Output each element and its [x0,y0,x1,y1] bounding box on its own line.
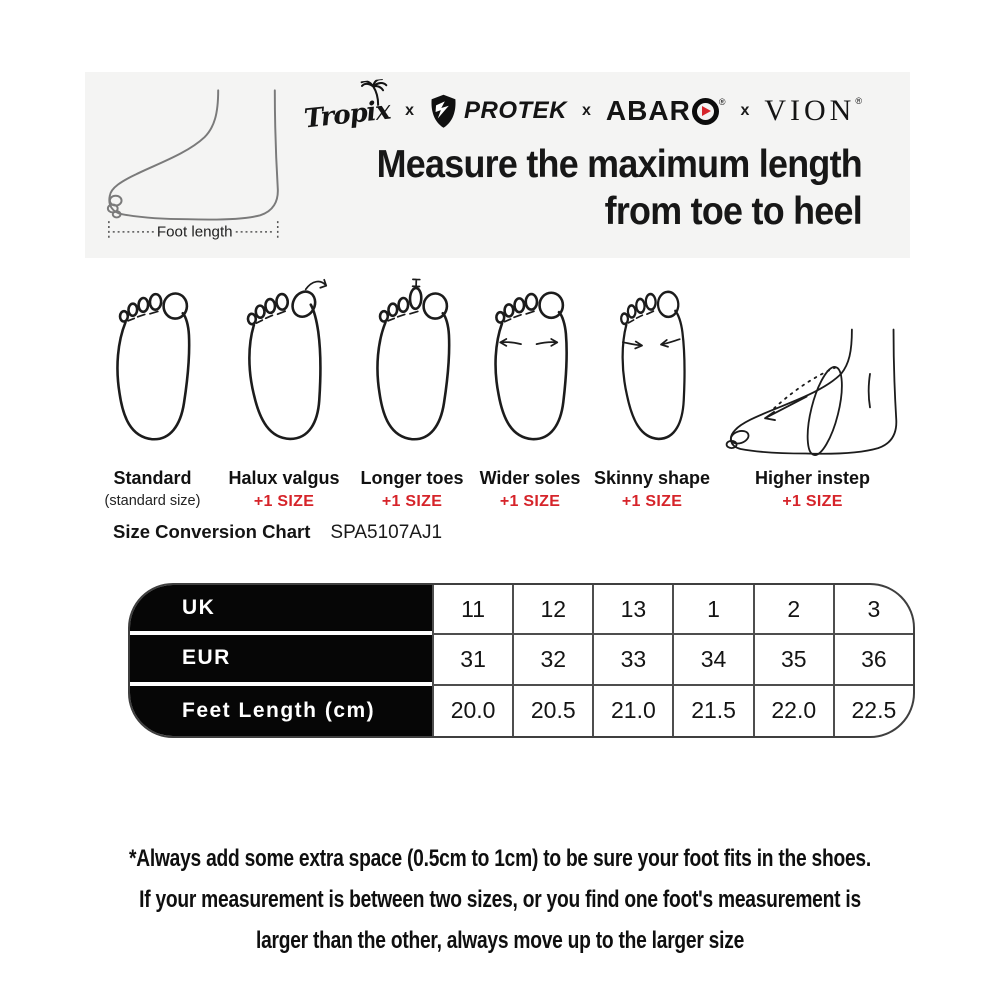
foot-type-label: Standard [113,468,192,488]
shield-icon [429,93,458,130]
foot-sole-longer-toes-icon [361,266,463,461]
table-cell: 21.5 [672,686,752,736]
foot-sole-halux-valgus-icon [232,266,337,463]
size-chart-heading [113,521,442,544]
size-up-note: +1 SIZE [621,493,683,510]
registered-mark: ® [718,97,726,107]
registered-mark: ® [855,96,862,106]
brand-vion-text: VION [764,94,856,127]
foot-type-label: Wider soles [479,468,581,488]
foot-type-wider-soles [471,268,589,511]
size-up-note: +1 SIZE [782,493,843,510]
headline-line2: from toe to heel [604,190,862,233]
size-chart-title: Size Conversion Chart [113,521,311,542]
foot-side-view-icon [103,84,308,246]
foot-type-standard [90,268,215,511]
palm-tree-icon [359,78,394,107]
size-up-note: +1 SIZE [381,493,443,510]
size-up-note: +1 SIZE [253,493,315,510]
foot-type-label: Higher instep [754,468,870,488]
brand-protek-logo [429,93,567,130]
foot-type-halux-valgus [215,268,353,511]
table-cell: 33 [592,635,672,685]
header-right [298,72,910,258]
foot-type-longer-toes [353,268,471,511]
table-cell: 31 [432,635,512,685]
play-triangle-icon [702,106,711,116]
brand-logos-row [298,84,862,138]
disclaimer-line: *Always add some extra space (0.5cm to 1cm) to be sure your foot fits in the shoes. [129,845,871,872]
table-cell: 3 [833,585,913,635]
foot-sole-skinny-shape-icon [600,266,705,463]
table-cell: 36 [833,635,913,685]
table-cell: 35 [753,635,833,685]
brand-abaro-text: ABAR [605,95,691,126]
table-cell: 20.0 [432,686,512,736]
table-cell: 20.5 [512,686,592,736]
measure-headline [343,141,862,235]
row-label-uk: UK [130,585,432,635]
foot-measure-art [85,72,298,258]
brand-tropix-logo [303,96,392,135]
brand-protek-text: PROTEK [464,97,568,124]
fit-disclaimer [100,838,900,961]
table-cell: 1 [672,585,752,635]
model-code: SPA5107AJ1 [330,522,443,543]
headline-line1: Measure the maximum length [376,143,862,186]
play-circle-icon [692,98,719,125]
brand-tropix-text: Tropix [302,95,392,135]
foot-shape-guide [90,268,910,511]
foot-type-higher-instep [715,268,910,511]
foot-length-label: Foot length [156,223,233,241]
row-label-feet-length: Feet Length (cm) [130,686,432,736]
foot-sole-standard-icon [102,266,204,461]
table-cell: 32 [512,635,592,685]
disclaimer-line: If your measurement is between two sizes, or you find one foot's measurement is [139,886,861,913]
collab-x-separator: x [740,102,750,119]
size-conversion-table [128,583,915,738]
table-cell: 11 [432,585,512,635]
foot-instep-side-icon [718,324,908,460]
measure-instruction-panel [85,72,910,258]
collab-x-separator: x [582,102,591,119]
foot-type-label: Halux valgus [228,468,340,488]
collab-x-separator: x [405,102,414,119]
brand-abaro-logo [606,95,726,127]
foot-type-label: Longer toes [360,468,464,488]
foot-type-skinny-shape [589,268,715,511]
foot-type-label: Skinny shape [593,468,711,488]
size-up-note: +1 SIZE [499,493,561,510]
table-cell: 13 [592,585,672,635]
table-cell: 22.0 [753,686,833,736]
foot-sole-wider-soles-icon [483,268,578,460]
row-label-eur: EUR [130,635,432,685]
table-cell: 21.0 [592,686,672,736]
table-cell: 12 [512,585,592,635]
table-cell: 2 [753,585,833,635]
disclaimer-line: larger than the other, always move up to the larger size [255,927,745,954]
brand-vion-logo [764,94,862,128]
foot-type-note: (standard size) [104,493,201,509]
table-cell: 22.5 [833,686,913,736]
table-cell: 34 [672,635,752,685]
